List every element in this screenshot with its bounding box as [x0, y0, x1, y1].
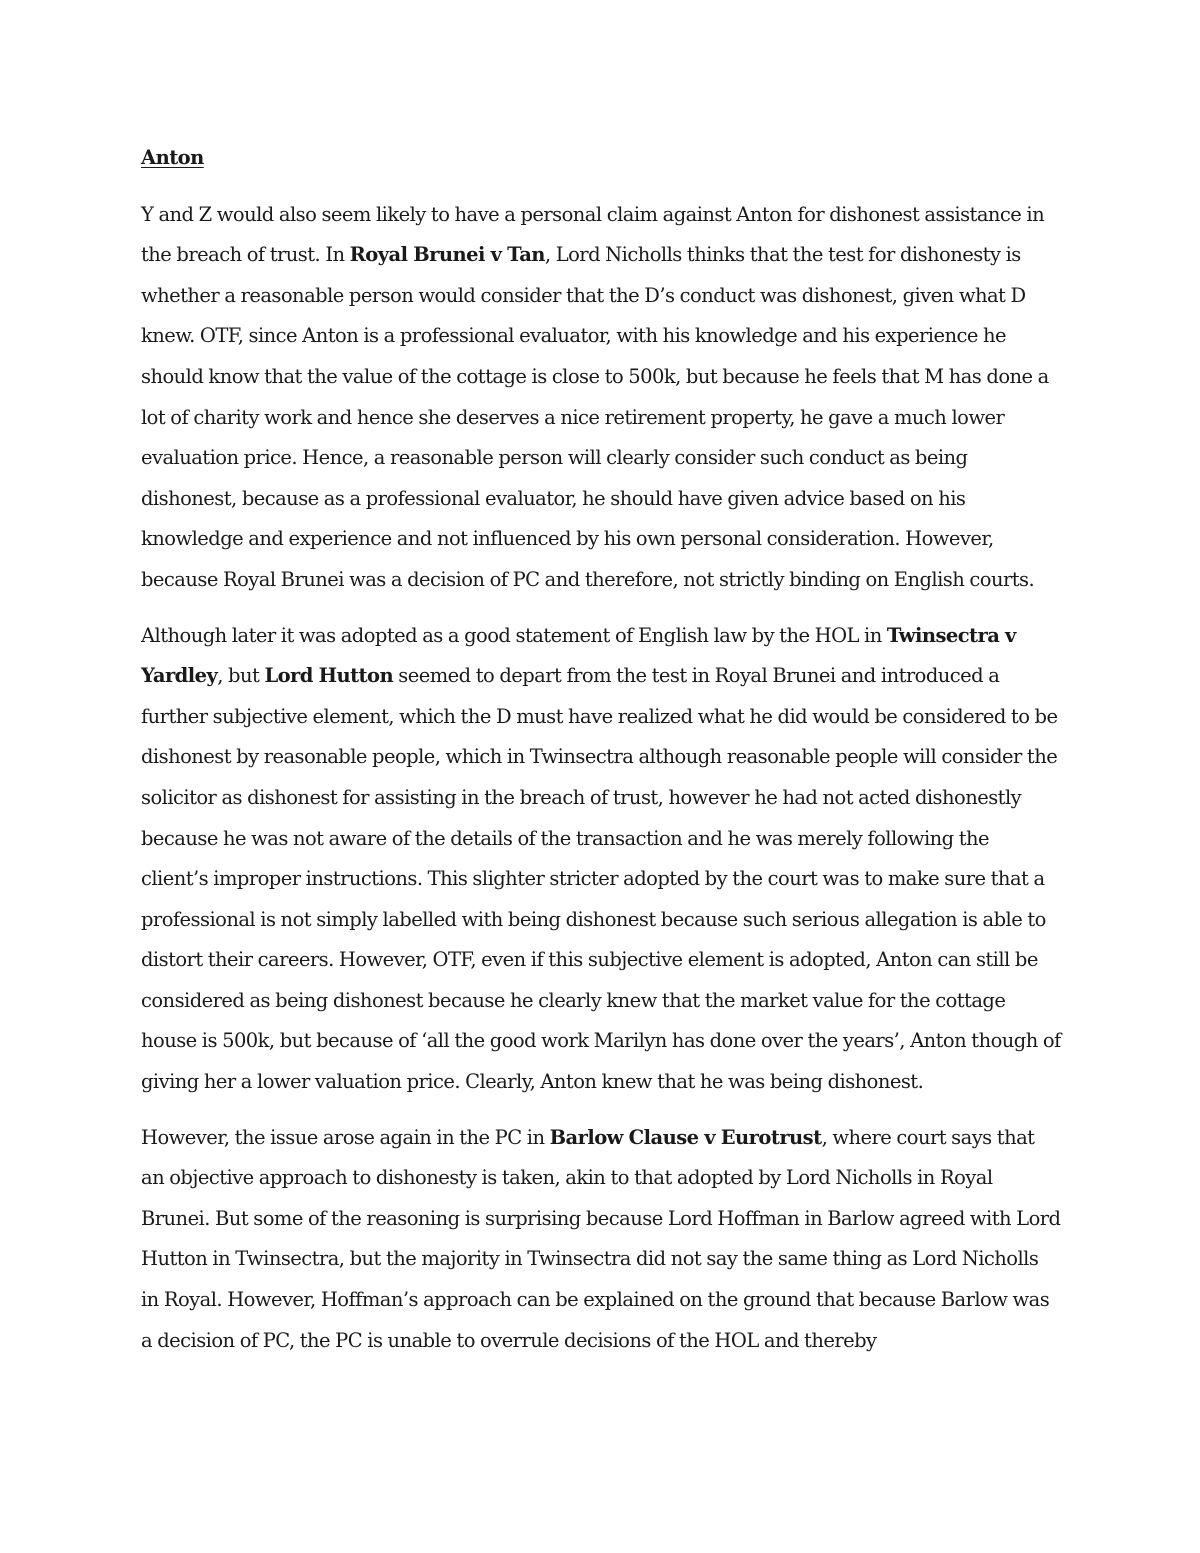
paragraph-1: [141, 195, 1061, 601]
case-name-royal-brunei: Royal Brunei v Tan: [349, 243, 545, 267]
paragraph-3-text: , where court says that an objective approach to dishonesty is taken, akin to that adopted by Lord Nicholls in Royal Brunei. But some of the reasoning is surprising because Lord Hoffman in Barlow agreed with Lord Hutton in Twinsectra, but the majority in Twinsectra did not say the same thing as Lord Nicholls in Royal. However, Hoffman’s approach can be explained on the ground that because Barlow was a decision of PC, the PC is unable to overrule decisions of the HOL and thereby: [141, 1125, 1061, 1352]
paragraph-2: [141, 616, 1061, 1103]
case-name-barlow-clause: Barlow Clause v Eurotrust: [549, 1125, 822, 1149]
paragraph-3: [141, 1118, 1061, 1362]
paragraph-3-text: However, the issue arose again in the PC in: [141, 1125, 550, 1149]
case-name-twinsectra: Twinsectra v Yardley: [141, 623, 1016, 688]
paragraph-1-text: Y and Z would also seem likely to have a personal claim against Anton for dishonest assistance in the breach of trust. In: [141, 202, 1045, 267]
document-body: [141, 138, 1061, 1376]
paragraph-2-text: Although later it was adopted as a good statement of English law by the HOL in: [141, 623, 887, 647]
paragraph-2-text: seemed to depart from the test in Royal Brunei and introduced a further subjective element, which the D must have realized what he did would be considered to be dishonest by reasonable people, which in Twinsectra although reasonable people will consider the solicitor as dishonest for assisting in the breach of trust, however he had not acted dishonestly because he was not aware of the details of the transaction and he was merely following the client’s improper instructions. This slighter stricter adopted by the court was to make sure that a professional is not simply labelled with being dishonest because such serious allegation is able to distort their careers. However, OTF, even if this subjective element is adopted, Anton can still be considered as being dishonest because he clearly knew that the market value for the cottage house is 500k, but because of ‘all the good work Marilyn has done over the years’, Anton though of giving her a lower valuation price. Clearly, Anton knew that he was being dishonest.: [141, 664, 1061, 1094]
section-heading: Anton: [141, 146, 204, 169]
paragraph-1-text: , Lord Nicholls thinks that the test for dishonesty is whether a reasonable person would consider that the D’s conduct was dishonest, given what D knew. OTF, since Anton is a professional evaluator, with his knowledge and his experience he should know that the value of the cottage is close to 500k, but because he feels that M has done a lot of charity work and hence she deserves a nice retirement property, he gave a much lower evaluation price. Hence, a reasonable person will clearly consider such conduct as being dishonest, because as a professional evaluator, he should have given advice based on his knowledge and experience and not influenced by his own personal consideration. However, because Royal Brunei was a decision of PC and therefore, not strictly binding on English courts.: [141, 243, 1049, 591]
paragraph-2-text: , but: [217, 664, 265, 688]
judge-name-lord-hutton: Lord Hutton: [264, 664, 394, 688]
